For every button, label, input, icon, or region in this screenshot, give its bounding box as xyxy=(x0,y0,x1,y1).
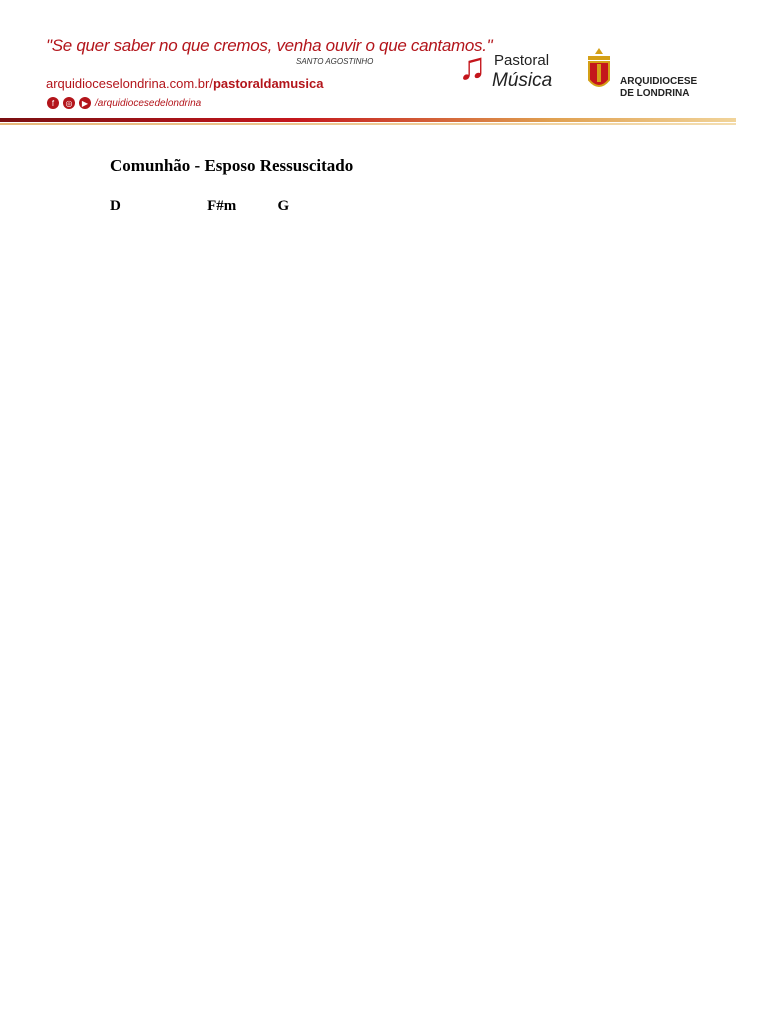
site-suffix: pastoraldamusica xyxy=(212,76,324,91)
facebook-icon[interactable]: f xyxy=(47,97,59,109)
social-handle[interactable]: /arquidiocesedelondrina xyxy=(95,97,202,109)
pastoral-line1: Pastoral xyxy=(494,52,550,69)
header-quote: "Se quer saber no que cremos, venha ouvir o que cantamos." xyxy=(46,36,493,55)
song-title: Comunhão - Esposo Ressuscitado xyxy=(110,156,354,175)
song-body xyxy=(110,0,710,1024)
music-note-icon: ♫ xyxy=(458,46,487,88)
instagram-icon[interactable]: ◎ xyxy=(63,97,75,109)
quote-author: SANTO AGOSTINHO xyxy=(296,57,374,66)
site-prefix: arquidioceselondrina.com.br/ xyxy=(46,76,213,91)
youtube-icon[interactable]: ▶ xyxy=(79,97,91,109)
arq-line1: ARQUIDIOCESE xyxy=(620,76,698,87)
chord-line: D F#m G xyxy=(110,198,290,214)
pastoral-line2: Música xyxy=(492,70,553,91)
arq-line2: DE LONDRINA xyxy=(620,88,690,99)
